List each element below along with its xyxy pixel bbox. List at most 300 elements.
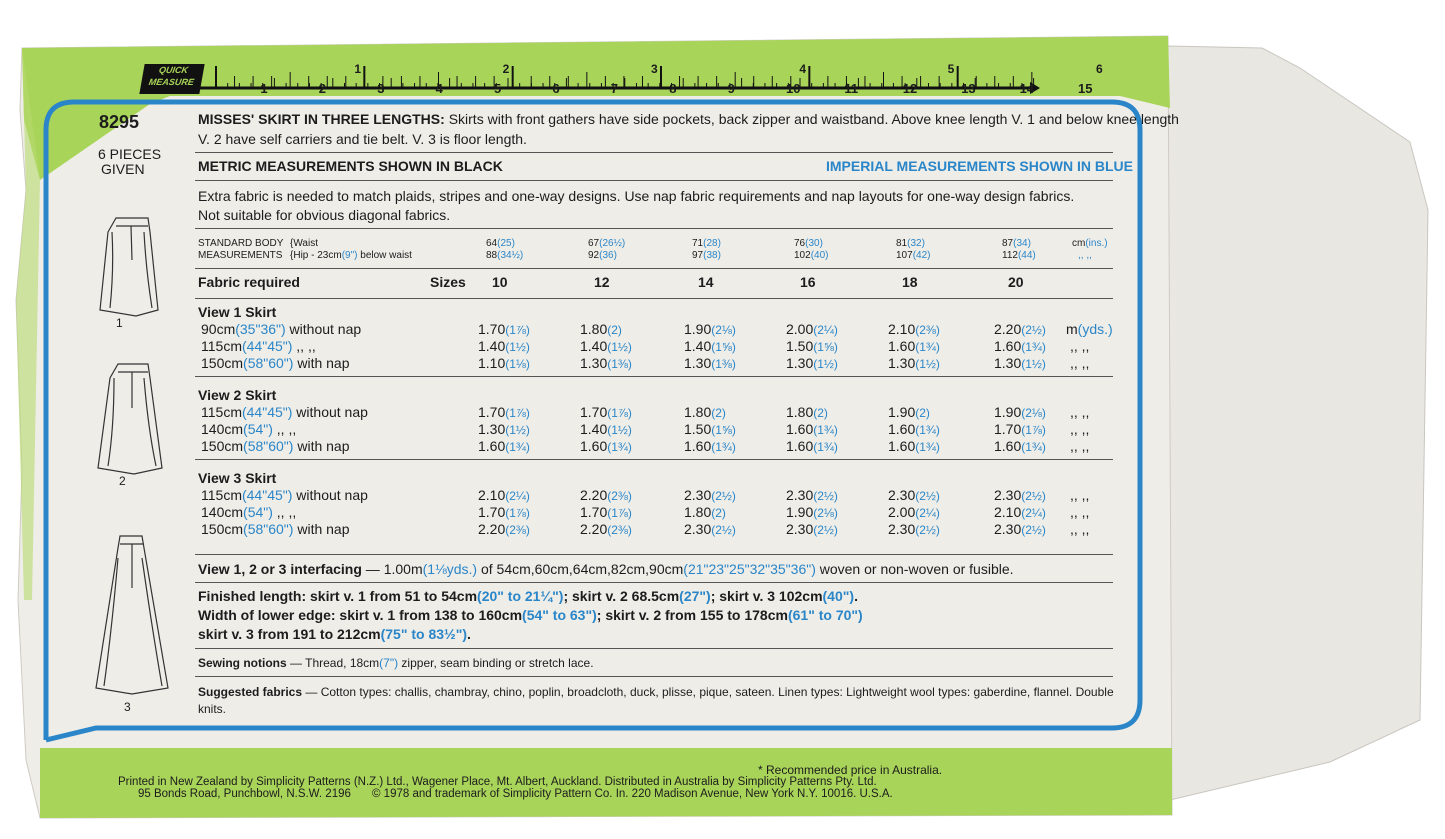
yardage-cell <box>580 438 632 454</box>
yardage-cell <box>580 338 632 354</box>
yardage-m: 2.20 <box>580 521 608 537</box>
waist-in: (26½) <box>599 238 626 249</box>
row-unit <box>1066 321 1113 337</box>
nap-label: with nap <box>293 355 350 371</box>
row-unit: ,, ,, <box>1070 421 1090 437</box>
yardage-cell <box>478 421 530 437</box>
yardage-cell <box>888 421 940 437</box>
yardage-cell <box>786 438 838 454</box>
hip-rest: below waist <box>360 250 412 261</box>
yardage-m: 1.70 <box>994 421 1022 437</box>
yardage-yds: (2⅛) <box>711 323 736 337</box>
unit-yds: (yds.) <box>1077 321 1113 337</box>
yardage-m: 1.60 <box>580 438 608 454</box>
yardage-yds: (1½) <box>607 423 632 437</box>
waist-in: (32) <box>907 238 925 249</box>
yardage-yds: (1¾) <box>711 440 736 454</box>
yardage-yds: (2) <box>607 323 622 337</box>
yardage-yds: (2½) <box>1021 523 1046 537</box>
yardage-yds: (2¼) <box>813 323 838 337</box>
yardage-m: 2.00 <box>888 504 916 520</box>
yardage-yds: (2⅛) <box>813 506 838 520</box>
rule-8 <box>195 676 1113 677</box>
yardage-m: 2.30 <box>994 487 1022 503</box>
yardage-cell <box>994 504 1046 520</box>
interfacing-title: View 1, 2 or 3 interfacing <box>198 561 362 577</box>
yardage-m: 1.60 <box>888 338 916 354</box>
unit-m: m <box>1066 321 1078 337</box>
width-v3-in: (75" to 83½") <box>380 626 468 642</box>
view-2-title: View 2 Skirt <box>198 387 277 403</box>
finished-v1-in: (20" to 21¼") <box>477 588 564 604</box>
yardage-cell <box>888 487 940 503</box>
width-in: (54") <box>243 421 273 437</box>
yardage-m: 1.70 <box>478 504 506 520</box>
fabrics-line-1 <box>198 685 1114 699</box>
yardage-m: 1.60 <box>786 421 814 437</box>
finished-line-3 <box>198 626 471 642</box>
interfacing-widths-in: (21"23"25"32"35"36") <box>683 561 816 577</box>
notions-zip-in: (7") <box>379 656 399 670</box>
width-cm: 140cm <box>201 504 244 520</box>
ruler-inch-label: 4 <box>799 62 807 76</box>
yardage-m: 1.80 <box>684 504 712 520</box>
description-text-1: Skirts with front gathers have side pockets, back zipper and waistband. Above knee length V. 1 and below knee length <box>448 111 1179 127</box>
yardage-cell <box>478 321 530 337</box>
fabric-heading: Fabric required <box>198 274 300 290</box>
fabrics-text: — Cotton types: challis, chambray, chino, poplin, broadcloth, duck, plisse, pique, sateen. Linen types: Lightweight wool types: gaberdine, flannel. Double <box>302 685 1114 699</box>
body-ditto: ,, ,, <box>1078 250 1092 261</box>
notions-line <box>198 656 594 670</box>
ruler-inch-label: 5 <box>947 62 955 76</box>
yardage-yds: (2½) <box>711 489 736 503</box>
width-v2-in: (61" to 70") <box>787 607 863 623</box>
yardage-cell <box>478 338 530 354</box>
width-cm: 115cm <box>201 487 242 503</box>
yardage-cell <box>994 321 1046 337</box>
nap-label: without nap <box>285 321 362 337</box>
yardage-cell <box>478 355 530 371</box>
yardage-cell <box>888 338 940 354</box>
ruler-cm-label: 1 <box>260 81 268 96</box>
ruler-cm-label: 15 <box>1078 81 1093 96</box>
yardage-yds: (1⅞) <box>505 506 530 520</box>
yardage-m: 1.40 <box>478 338 506 354</box>
yardage-yds: (1⅛) <box>505 357 530 371</box>
yardage-m: 1.40 <box>580 421 608 437</box>
yardage-cell <box>994 438 1046 454</box>
yardage-m: 2.20 <box>478 521 506 537</box>
yardage-cell <box>684 355 736 371</box>
width-v1-in: (54" to 63") <box>522 607 597 623</box>
hip-label: {Hip - 23cm(9") below waist <box>290 250 412 261</box>
yardage-yds: (1¾) <box>915 340 940 354</box>
yardage-m: 1.50 <box>786 338 814 354</box>
footer-line-2a: 95 Bonds Road, Punchbowl, N.S.W. 2196 <box>138 788 351 800</box>
ruler-cm-label: 8 <box>669 81 677 96</box>
yardage-cell <box>994 421 1046 437</box>
yardage-cell <box>888 321 940 337</box>
view-label-1: 1 <box>116 316 123 330</box>
width-cm: 115cm <box>201 404 242 420</box>
fabric-width <box>201 521 350 537</box>
nap-label: with nap <box>293 438 350 454</box>
finished-line-1 <box>198 588 858 604</box>
yardage-cell <box>994 487 1046 503</box>
ruler-cm-label: 11 <box>844 81 859 96</box>
ruler-cm-label: 3 <box>377 81 385 96</box>
fabrics-label: Suggested fabrics <box>198 685 303 699</box>
hip-cm: 97 <box>692 250 704 261</box>
yardage-m: 1.70 <box>478 321 506 337</box>
fabric-width <box>201 487 368 503</box>
waist-text: Waist <box>293 238 318 249</box>
yardage-m: 1.60 <box>888 421 916 437</box>
yardage-cell <box>478 438 530 454</box>
yardage-yds: (1½) <box>607 340 632 354</box>
width-v2: ; skirt v. 2 from 155 to 178cm <box>596 607 788 623</box>
waist-in: (34) <box>1013 238 1031 249</box>
yardage-m: 1.80 <box>684 404 712 420</box>
rule-1 <box>195 152 1113 153</box>
waist-measurement <box>692 238 721 249</box>
yardage-yds: (1¾) <box>813 440 838 454</box>
yardage-cell <box>888 404 930 420</box>
yardage-yds: (2⅜) <box>505 523 530 537</box>
waist-measurement <box>896 238 925 249</box>
yardage-m: 2.30 <box>888 521 916 537</box>
yardage-m: 1.60 <box>478 438 506 454</box>
yardage-yds: (2) <box>711 506 726 520</box>
size-header: 10 <box>492 274 508 290</box>
yardage-yds: (2½) <box>813 523 838 537</box>
measure-label: MEASURE <box>148 77 195 87</box>
yardage-yds: (1¾) <box>813 423 838 437</box>
ruler-inch-label: 6 <box>1096 62 1103 76</box>
width-cm: 150cm <box>201 521 244 537</box>
view-3-skirt-icon <box>96 536 168 694</box>
hip-cm: 88 <box>486 250 498 261</box>
interfacing-amount-in: (1⅛yds.) <box>422 561 478 577</box>
yardage-m: 2.30 <box>994 521 1022 537</box>
row-unit: ,, ,, <box>1070 404 1090 420</box>
yardage-yds: (1⅝) <box>813 340 838 354</box>
width-in: (35"36") <box>235 321 286 337</box>
yardage-yds: (2) <box>813 406 828 420</box>
footer-line-1: Printed in New Zealand by Simplicity Patterns (N.Z.) Ltd., Wagener Place, Mt. Albert, Auckland. Distributed in Australia by Simplicity Patterns Pty. Ltd. <box>118 776 877 788</box>
width-cm: 150cm <box>201 355 244 371</box>
yardage-m: 2.00 <box>786 321 814 337</box>
nap-label: ,, ,, <box>272 504 297 520</box>
width-v3: skirt v. 3 from 191 to 212cm <box>198 626 381 642</box>
waist-cm: 76 <box>794 238 806 249</box>
yardage-m: 1.10 <box>478 355 506 371</box>
yardage-cell <box>580 404 632 420</box>
ruler-cm-label: 14 <box>1019 81 1035 96</box>
yardage-cell <box>684 487 736 503</box>
waist-cm: 67 <box>588 238 600 249</box>
hip-text: Hip - 23cm <box>293 250 342 261</box>
yardage-yds: (1⅜) <box>711 357 736 371</box>
yardage-m: 2.30 <box>684 487 712 503</box>
finished-v2-in: (27") <box>679 588 711 604</box>
notes-line-2: Not suitable for obvious diagonal fabrics. <box>198 207 451 223</box>
yardage-m: 1.30 <box>580 355 608 371</box>
yardage-cell <box>888 504 940 520</box>
interfacing-line <box>198 561 1014 577</box>
yardage-cell <box>786 355 838 371</box>
yardage-m: 1.60 <box>994 338 1022 354</box>
hip-in: (42) <box>912 250 931 261</box>
yardage-yds: (1⅜) <box>607 357 632 371</box>
yardage-yds: (2¼) <box>1021 506 1046 520</box>
ruler-cm-label: 6 <box>552 81 560 96</box>
yardage-m: 2.30 <box>888 487 916 503</box>
body-unit <box>1072 238 1108 249</box>
yardage-cell <box>684 421 736 437</box>
view-1-title: View 1 Skirt <box>198 304 277 320</box>
hip-measurement <box>896 250 930 261</box>
yardage-yds: (1½) <box>1021 357 1046 371</box>
view-divider <box>195 459 1113 460</box>
waist-in: (25) <box>497 238 515 249</box>
yardage-yds: (2) <box>711 406 726 420</box>
hip-measurement <box>794 250 828 261</box>
waist-cm: 71 <box>692 238 704 249</box>
width-cm: 140cm <box>201 421 244 437</box>
hip-cm: 107 <box>896 250 913 261</box>
yardage-yds: (2⅜) <box>915 323 940 337</box>
description-line-2: V. 2 have self carriers and tie belt. V. 3 is floor length. <box>198 131 527 147</box>
yardage-yds: (2½) <box>915 523 940 537</box>
nap-label: ,, ,, <box>272 421 297 437</box>
yardage-yds: (2½) <box>1021 323 1046 337</box>
imperial-header: IMPERIAL MEASUREMENTS SHOWN IN BLUE <box>826 158 1133 174</box>
waist-measurement <box>794 238 823 249</box>
ruler-cm-label: 13 <box>961 81 976 96</box>
yardage-cell <box>684 338 736 354</box>
yardage-cell <box>684 521 736 537</box>
yardage-cell <box>684 321 736 337</box>
yardage-m: 1.30 <box>786 355 814 371</box>
interfacing-widths: of 54cm,60cm,64cm,82cm,90cm <box>477 561 684 577</box>
width-in: (44"45") <box>241 404 293 420</box>
ruler-inch-label: 2 <box>502 62 510 76</box>
yardage-yds: (1¾) <box>915 423 940 437</box>
ruler-inch-label: 1 <box>354 62 362 76</box>
yardage-m: 1.30 <box>684 355 712 371</box>
yardage-cell <box>580 321 622 337</box>
size-header: 14 <box>698 274 714 290</box>
yardage-cell <box>580 521 632 537</box>
yardage-cell <box>786 421 838 437</box>
yardage-m: 1.90 <box>994 404 1022 420</box>
row-unit: ,, ,, <box>1070 487 1090 503</box>
unit-cm: cm <box>1072 238 1086 249</box>
width-cm: 90cm <box>201 321 236 337</box>
row-unit: ,, ,, <box>1070 338 1090 354</box>
size-header: 16 <box>800 274 816 290</box>
view-label-3: 3 <box>124 700 131 714</box>
hip-cm: 92 <box>588 250 600 261</box>
yardage-yds: (2) <box>915 406 930 420</box>
yardage-cell <box>994 338 1046 354</box>
rule-7 <box>195 648 1113 649</box>
hip-measurement <box>588 250 617 261</box>
yardage-cell <box>684 404 726 420</box>
fabric-width <box>201 338 316 354</box>
hip-in: (40) <box>810 250 829 261</box>
yardage-yds: (1⅞) <box>505 406 530 420</box>
quick-measure-ruler <box>130 62 1103 98</box>
yardage-yds: (1⅞) <box>505 323 530 337</box>
yardage-m: 1.40 <box>684 338 712 354</box>
yardage-yds: (2½) <box>711 523 736 537</box>
ruler-cm-label: 5 <box>494 81 502 96</box>
waist-in: (30) <box>805 238 823 249</box>
view-1-skirt-icon <box>100 218 158 316</box>
notions-rest: zipper, seam binding or stretch lace. <box>398 656 594 670</box>
nap-label: without nap <box>292 487 368 503</box>
waist-cm: 64 <box>486 238 498 249</box>
width-in: (58"60") <box>243 438 294 454</box>
yardage-m: 1.30 <box>994 355 1022 371</box>
width-v3-period: . <box>467 626 471 642</box>
hip-measurement <box>1002 250 1036 261</box>
yardage-yds: (2½) <box>915 489 940 503</box>
waist-measurement <box>588 238 625 249</box>
yardage-cell <box>888 355 940 371</box>
yardage-m: 1.60 <box>786 438 814 454</box>
pieces-given: GIVEN <box>101 161 145 177</box>
description-line-1 <box>198 111 1179 127</box>
yardage-cell <box>786 321 838 337</box>
yardage-m: 2.10 <box>888 321 916 337</box>
yardage-m: 1.60 <box>994 438 1022 454</box>
view-2-skirt-icon <box>98 364 162 474</box>
yardage-cell <box>786 404 828 420</box>
yardage-m: 1.60 <box>684 438 712 454</box>
width-in: (54") <box>243 504 273 520</box>
yardage-cell <box>580 487 632 503</box>
finished-v1: Finished length: skirt v. 1 from 51 to 54cm <box>198 588 478 604</box>
ruler-cm-label: 4 <box>435 81 443 96</box>
yardage-cell <box>994 355 1046 371</box>
yardage-m: 2.10 <box>994 504 1022 520</box>
body-label-2: MEASUREMENTS <box>198 250 283 261</box>
fabric-width <box>201 438 350 454</box>
row-unit: ,, ,, <box>1070 438 1090 454</box>
notions-label: Sewing notions <box>198 656 287 670</box>
yardage-cell <box>994 404 1046 420</box>
yardage-cell <box>580 504 632 520</box>
yardage-cell <box>888 438 940 454</box>
width-in: (58"60") <box>243 355 294 371</box>
description-title: MISSES' SKIRT IN THREE LENGTHS: <box>198 111 445 127</box>
pattern-number: 8295 <box>99 112 140 132</box>
yardage-yds: (1½) <box>505 423 530 437</box>
yardage-cell <box>478 504 530 520</box>
yardage-cell <box>786 338 838 354</box>
view-3-title: View 3 Skirt <box>198 470 277 486</box>
hip-cm: 102 <box>794 250 811 261</box>
yardage-m: 1.50 <box>684 421 712 437</box>
footer-line-2b: © 1978 and trademark of Simplicity Pattern Co. In. 220 Madison Avenue, New York N.Y. 10016. U.S.A. <box>372 788 893 800</box>
rule-2 <box>195 180 1113 181</box>
metric-header: METRIC MEASUREMENTS SHOWN IN BLACK <box>198 158 503 174</box>
pieces-count: 6 PIECES <box>98 146 162 162</box>
hip-cm: 112 <box>1002 250 1018 261</box>
view-label-2: 2 <box>119 474 126 488</box>
width-v1: Width of lower edge: skirt v. 1 from 138 to 160cm <box>198 607 523 623</box>
yardage-yds: (1½) <box>915 357 940 371</box>
fabric-width <box>201 404 368 420</box>
yardage-yds: (1¾) <box>1021 440 1046 454</box>
finished-period: . <box>854 588 858 604</box>
yardage-m: 1.80 <box>786 404 814 420</box>
ruler-cm-label: 9 <box>727 81 735 96</box>
yardage-m: 1.60 <box>888 438 916 454</box>
yardage-m: 2.20 <box>580 487 608 503</box>
width-in: (44"45") <box>241 487 293 503</box>
rule-table-end <box>195 554 1113 555</box>
yardage-m: 2.20 <box>994 321 1022 337</box>
yardage-m: 1.30 <box>478 421 506 437</box>
yardage-cell <box>478 404 530 420</box>
sizes-label: Sizes <box>430 274 466 290</box>
hip-blue: (9") <box>341 250 358 261</box>
waist-in: (28) <box>703 238 721 249</box>
finished-v3-in: (40") <box>822 588 855 604</box>
finished-v3: ; skirt v. 3 102cm <box>710 588 823 604</box>
yardage-m: 2.30 <box>786 487 814 503</box>
row-unit: ,, ,, <box>1070 355 1090 371</box>
yardage-yds: (2½) <box>1021 489 1046 503</box>
hip-in: (38) <box>703 250 721 261</box>
yardage-m: 1.80 <box>580 321 608 337</box>
nap-label: ,, ,, <box>292 338 316 354</box>
yardage-cell <box>786 487 838 503</box>
yardage-yds: (2¼) <box>915 506 940 520</box>
waist-measurement <box>1002 238 1031 249</box>
yardage-yds: (1⅞) <box>607 506 632 520</box>
hip-in: (44) <box>1017 250 1036 261</box>
ruler-cm-label: 7 <box>610 81 619 96</box>
row-unit: ,, ,, <box>1070 504 1090 520</box>
size-header: 12 <box>594 274 610 290</box>
yardage-yds: (1⅞) <box>607 406 632 420</box>
yardage-yds: (2¼) <box>505 489 530 503</box>
view-illustrations <box>86 210 186 720</box>
waist-cm: 81 <box>896 238 908 249</box>
yardage-yds: (1½) <box>505 340 530 354</box>
yardage-cell <box>580 355 632 371</box>
unit-in: (ins.) <box>1085 238 1108 249</box>
yardage-m: 1.90 <box>888 404 916 420</box>
size-header: 20 <box>1008 274 1024 290</box>
yardage-cell <box>684 438 736 454</box>
yardage-m: 1.90 <box>786 504 814 520</box>
row-unit: ,, ,, <box>1070 521 1090 537</box>
fabric-width <box>201 355 350 371</box>
rule-4 <box>195 268 1113 269</box>
ruler-cm-label: 12 <box>902 81 918 96</box>
width-in: (58"60") <box>243 521 294 537</box>
ruler-cm-label: 2 <box>318 81 327 96</box>
hip-in: (34½) <box>497 250 524 261</box>
hip-measurement <box>692 250 721 261</box>
yardage-yds: (2⅜) <box>607 523 632 537</box>
